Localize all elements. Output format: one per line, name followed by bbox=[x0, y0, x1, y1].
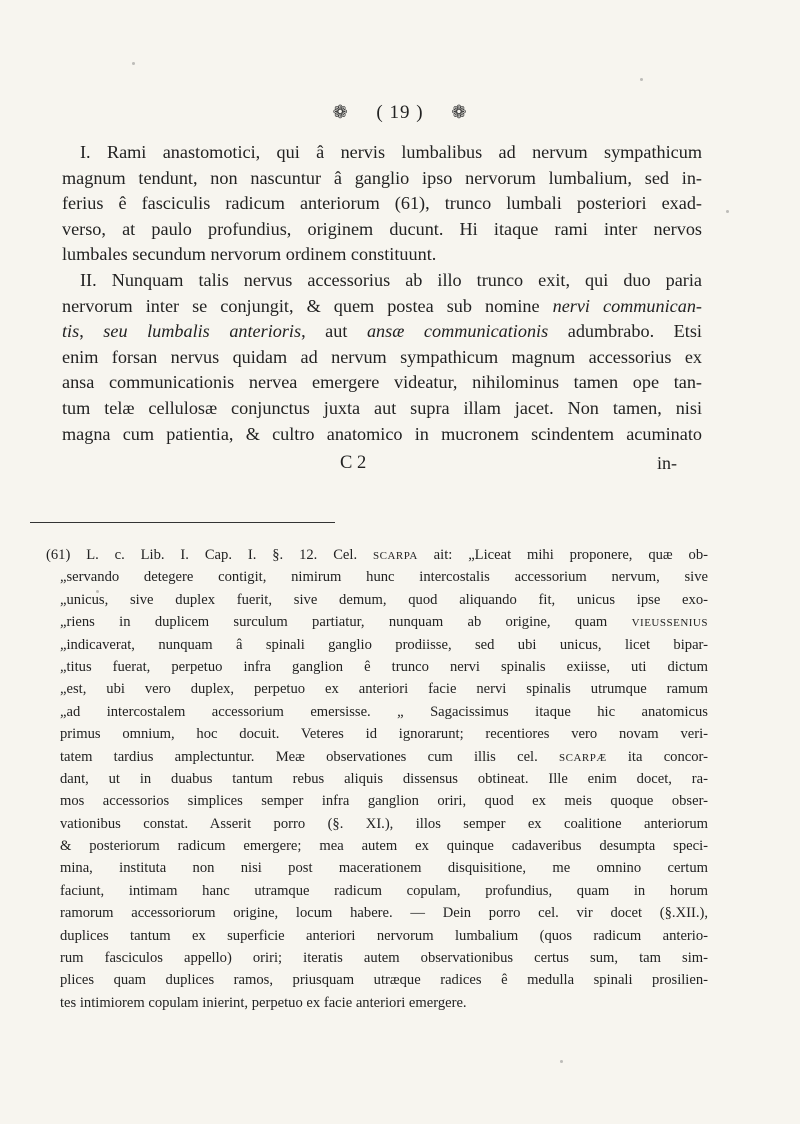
footnote-line: „unicus, sive duplex fuerit, sive demum, quod aliquando fit, unicus ipse exo- bbox=[60, 591, 708, 608]
text-line: tum telæ cellulosæ conjunctus juxta aut supra illam jacet. Non tamen, nisi bbox=[62, 397, 702, 418]
footnote-line: (61) L. c. Lib. I. Cap. I. §. 12. Cel. SCARPA ait: „Liceat mihi proponere, quæ ob- bbox=[46, 547, 708, 563]
paper-speck bbox=[726, 210, 729, 213]
footnote-rule bbox=[30, 522, 335, 523]
footnote-line: mina, instituta non nisi post macerationem disquisitione, me omnino certum bbox=[60, 860, 708, 877]
footnote-line: primus omnium, hoc docuit. Veteres id ignorarunt; recentiores vero novam veri- bbox=[60, 726, 708, 743]
footnote-line: mos accessorios simplices semper infra ganglion oriri, quod ex meis quoque obser- bbox=[60, 793, 708, 810]
left-flower-ornament-icon: ❁ bbox=[332, 102, 349, 122]
paper-speck bbox=[132, 62, 135, 65]
footnote-line: tatem tardius amplectuntur. Meæ observationes cum illis cel. SCARPÆ ita concor- bbox=[60, 748, 708, 765]
catchword: in- bbox=[657, 453, 677, 473]
footnote-line: faciunt, intimam hanc utramque radicum copulam, profundius, quam in horum bbox=[60, 882, 708, 899]
footnote-line: „est, ubi vero duplex, perpetuo ex anteriori facie nervi spinalis utrumque ramum bbox=[60, 681, 708, 698]
footnote-line: „indicaverat, nunquam â spinali ganglio prodiisse, sed ubi unicus, licet bipar- bbox=[60, 636, 708, 653]
text-line: lumbales secundum nervorum ordinem constituunt. bbox=[62, 244, 437, 265]
text-line: ansa communicationis nervea emergere videatur, nihilominus tamen ope tan- bbox=[62, 372, 702, 393]
page-header bbox=[0, 102, 800, 124]
footnote bbox=[46, 544, 708, 1014]
footnote-line: ramorum accessoriorum origine, locum habere. — Dein porro cel. vir docet (§.XII.), bbox=[60, 905, 708, 922]
paper-speck bbox=[96, 590, 99, 593]
text-line: magnum tendunt, non nascuntur â ganglio ipso nervorum lumbalium, sed in- bbox=[62, 167, 702, 188]
footnote-line: „titus fuerat, perpetuo infra ganglion ê trunco nervi spinalis exiisse, uti dictum bbox=[60, 658, 708, 675]
footnote-line: duplices tantum ex superficie anteriori nervorum lumbalium (quos radicum anterio- bbox=[60, 927, 708, 944]
text-line: I. Rami anastomotici, qui â nervis lumbalibus ad nervum sympathicum bbox=[80, 142, 702, 162]
page-number: ( 19 ) bbox=[376, 102, 424, 123]
text-line: enim forsan nervus quidam ad nervum sympathicum magnum accessorius ex bbox=[62, 346, 702, 367]
main-text bbox=[62, 140, 702, 447]
text-line-with-italics: nervorum inter se conjungit, & quem postea sub nomine nervi communican- bbox=[62, 295, 702, 316]
footnote-line: plices quam duplices ramos, priusquam utræque radices ê medulla spinali prosilien- bbox=[60, 972, 708, 989]
footnote-line: tes intimiorem copulam inierint, perpetuo ex facie anteriori emergere. bbox=[60, 994, 467, 1011]
footnote-line: vationibus constat. Asserit porro (§. XI.), illos semper ex coalitione anteriorum bbox=[60, 815, 708, 832]
footnote-line: rum fasciculos appello) oriri; iteratis autem observationibus certus sum, tam sim- bbox=[60, 950, 708, 967]
footnote-line: „ad intercostalem accessorium emersisse. „ Sagacissimus itaque hic anatomicus bbox=[60, 703, 708, 720]
text-line: verso, at paulo profundius, originem ducunt. Hi itaque rami inter nervos bbox=[62, 218, 702, 239]
text-line: ferius ê fasciculis radicum anteriorum (61), trunco lumbali posteriori exad- bbox=[62, 193, 702, 214]
signature-row bbox=[0, 453, 800, 479]
signature-mark: C 2 bbox=[340, 453, 367, 473]
paper-speck bbox=[640, 78, 643, 81]
footnote-line: dant, ut in duabus tantum rebus aliquis dissensus obtineat. Ille enim docet, ra- bbox=[60, 770, 708, 787]
right-flower-ornament-icon: ❁ bbox=[451, 102, 468, 122]
footnote-line: & posteriorum radicum emergere; mea autem ex quinque cadaveribus desumpta speci- bbox=[60, 838, 708, 855]
paper-speck bbox=[560, 1060, 563, 1063]
text-line: magna cum patientia, & cultro anatomico in mucronem scindentem acuminato bbox=[62, 423, 702, 444]
footnote-line: „servando detegere contigit, nimirum hunc intercostalis accessorium nervum, sive bbox=[60, 569, 708, 586]
text-line: II. Nunquam talis nervus accessorius ab illo trunco exit, qui duo paria bbox=[80, 269, 702, 290]
footnote-line: „riens in duplicem surculum partiatur, nunquam ab origine, quam VIEUSSENIUS bbox=[60, 614, 708, 631]
text-line-with-italics: tis, seu lumbalis anterioris, aut ansæ communicationis adumbrabo. Etsi bbox=[62, 321, 702, 342]
